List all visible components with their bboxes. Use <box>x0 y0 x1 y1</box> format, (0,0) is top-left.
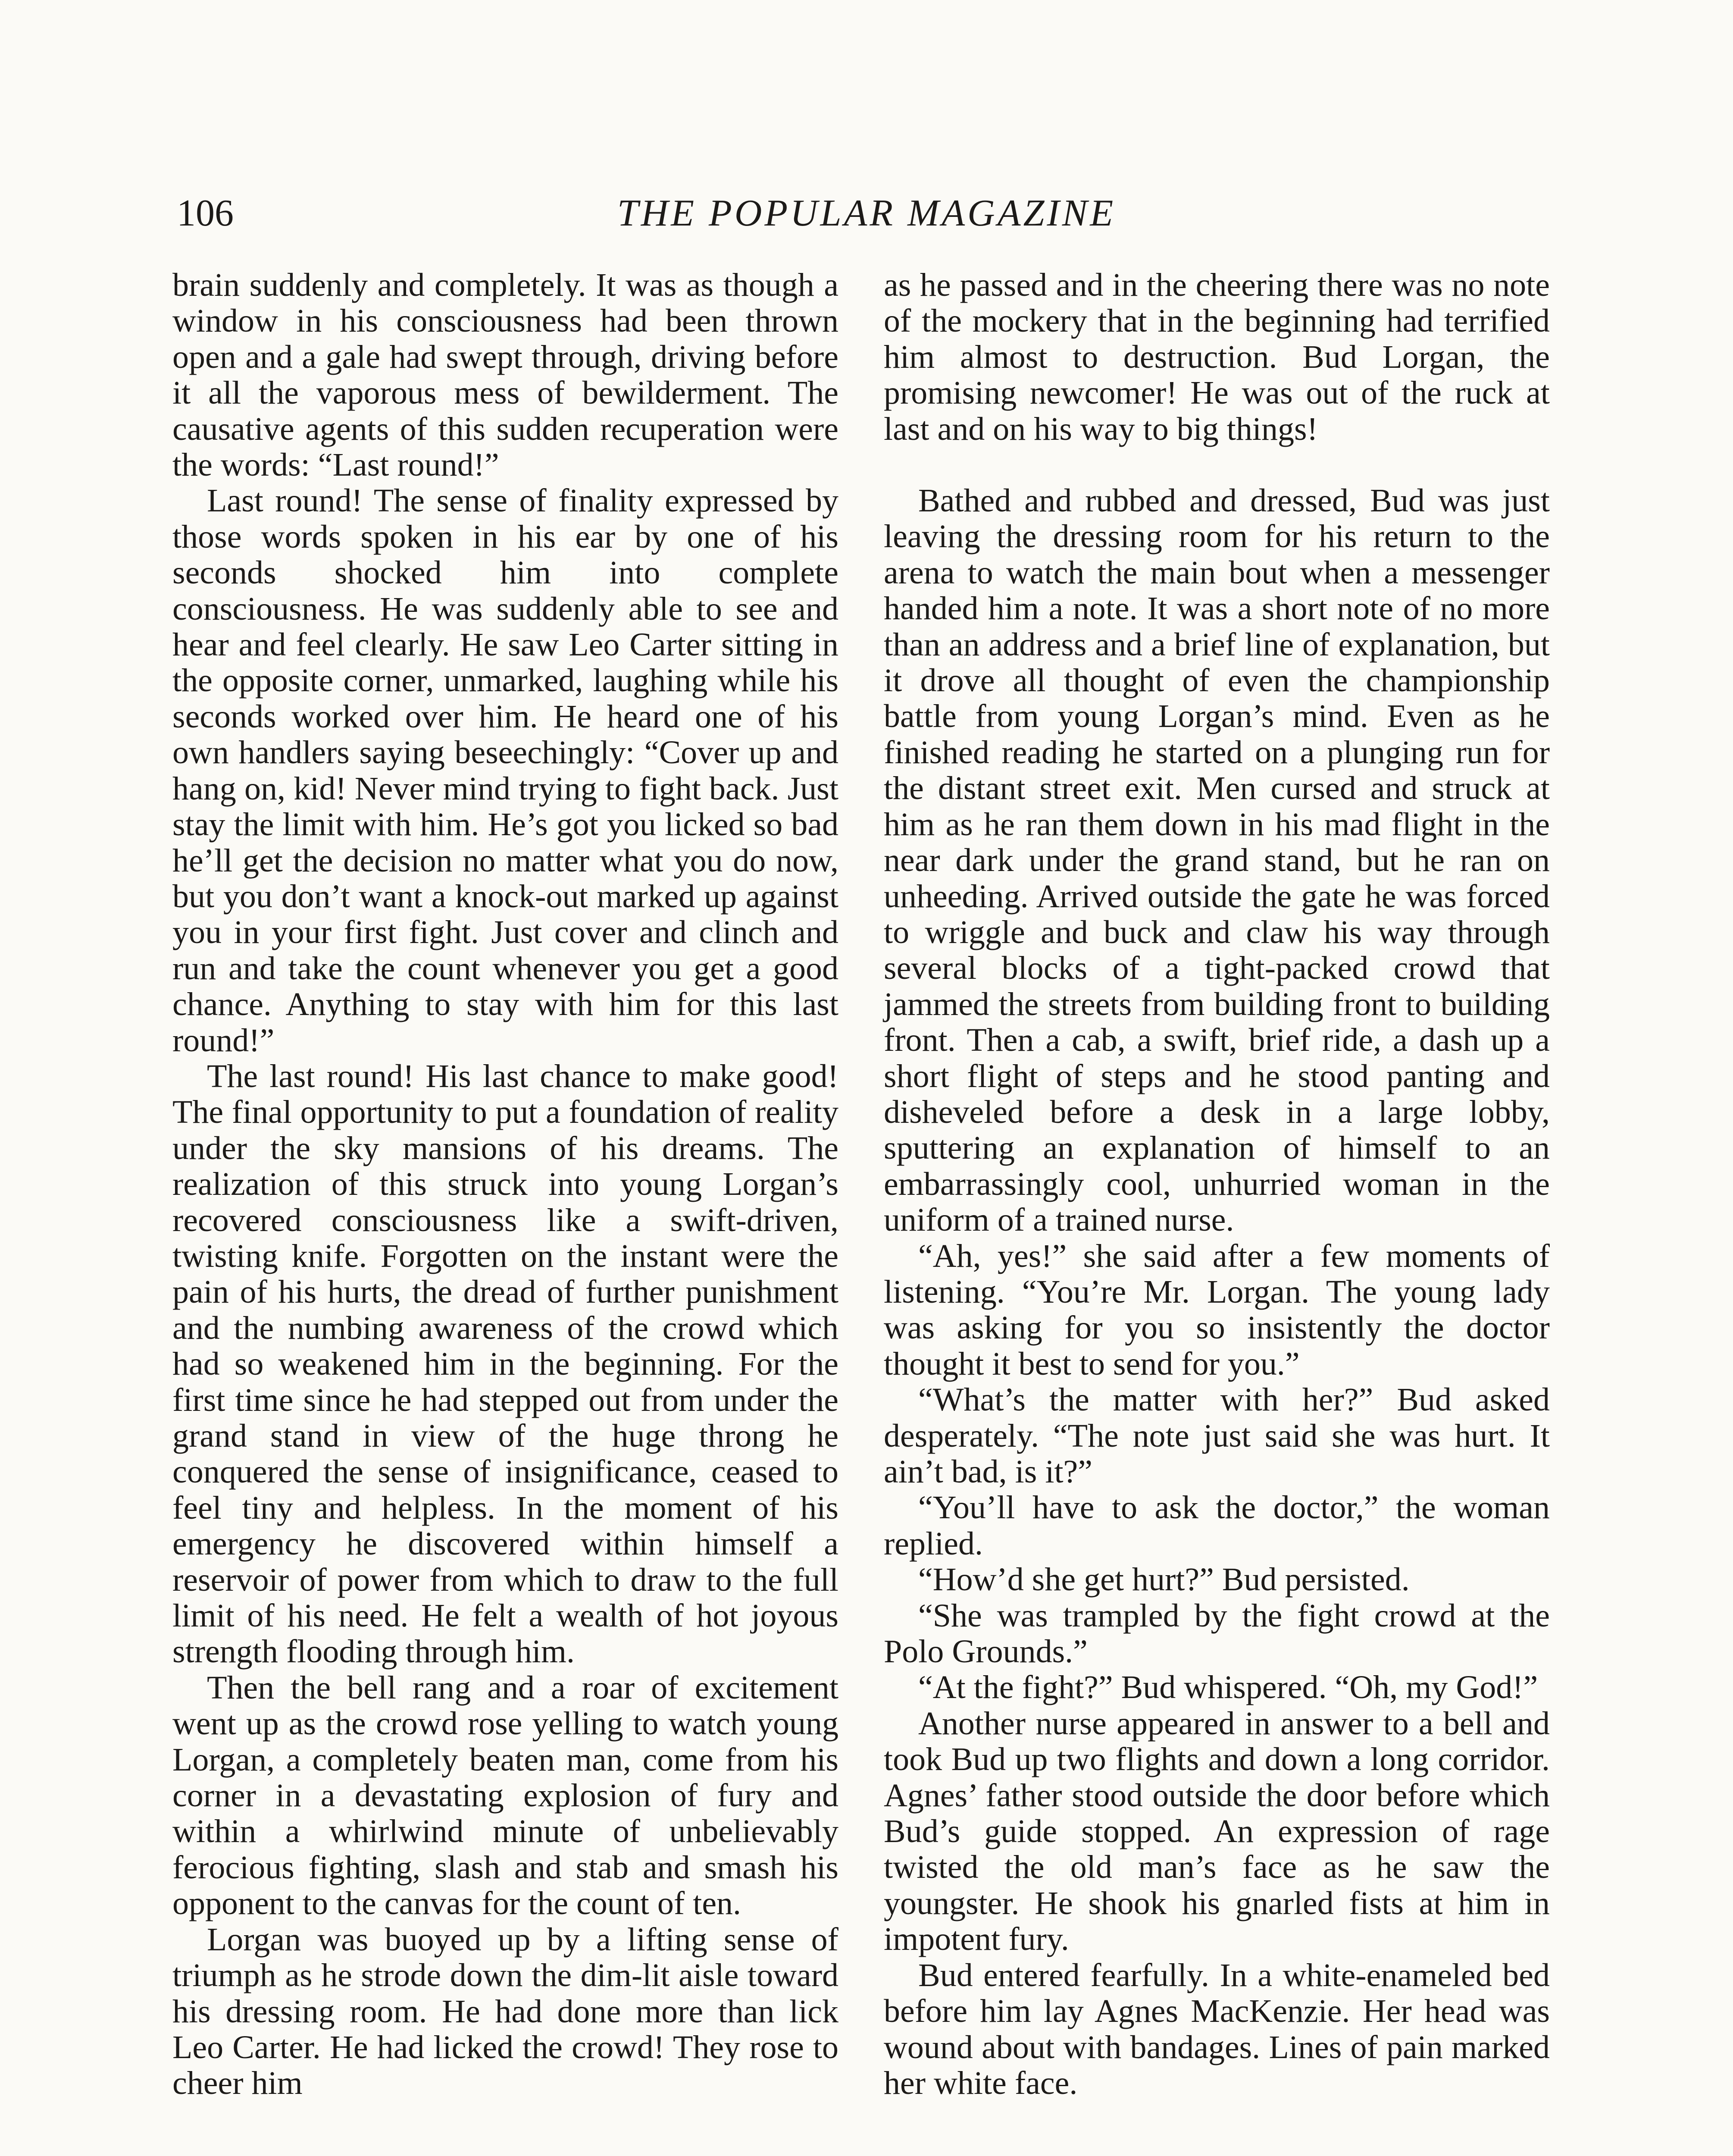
running-head: THE POPULAR MAGAZINE <box>617 192 1116 234</box>
paragraph: “How’d she get hurt?” Bud persisted. <box>918 1561 1410 1598</box>
left-column <box>172 267 838 2102</box>
paragraph: “She was trampled by the fight crowd at the Polo Grounds.” <box>884 1597 1550 1670</box>
paragraph: “You’ll have to ask the doctor,” the woman replied. <box>884 1489 1550 1562</box>
paragraph: “Ah, yes!” she said after a few moments of listening. “You’re Mr. Lorgan. The young lady was asking for you so insistently the doctor thought it best to send for you.” <box>884 1238 1550 1382</box>
paragraph: Bud entered fearfully. In a white-enameled bed before him lay Agnes MacKenzie. Her head was wound about with bandages. Lines of pain marked her white face. <box>884 1957 1550 2101</box>
paragraph: Then the bell rang and a roar of excitement went up as the crowd rose yelling to watch young Lorgan, a completely beaten man, come from his corner in a devastating explosion of fury and within a whirlwind minute of unbelievably ferocious fighting, slash and stab and smash his opponent to the canvas for the count of ten. <box>172 1669 838 1922</box>
page-number: 106 <box>177 192 234 234</box>
paragraph: Bathed and rubbed and dressed, Bud was just leaving the dressing room for his return to the arena to watch the main bout when a messenger handed him a note. It was a short note of no more than an address and a brief line of explanation, but it drove all thought of even the championship battle from young Lorgan’s mind. Even as he finished reading he started on a plunging run for the distant street exit. Men cursed and struck at him as he ran them down in his mad flight in the near dark under the grand stand, but he ran on unheeding. Arrived outside the gate he was forced to wriggle and buck and claw his way through several blocks of a tight-packed crowd that jammed the streets from building front to building front. Then a cab, a swift, brief ride, a dash up a short flight of steps and he stood panting and disheveled before a desk in a large lobby, sputtering an explanation of himself to an embarrassingly cool, unhurried woman in the uniform of a trained nurse. <box>884 483 1550 1238</box>
paragraph: Last round! The sense of finality expressed by those words spoken in his ear by one of his seconds shocked him into complete consciousness. He was suddenly able to see and hear and feel clearly. He saw Leo Carter sitting in the opposite corner, unmarked, laughing while his seconds worked over him. He heard one of his own handlers saying beseechingly: “Cover up and hang on, kid! Never mind trying to fight back. Just stay the limit with him. He’s got you licked so bad he’ll get the decision no matter what you do now, but you don’t want a knock-out marked up against you in your first fight. Just cover and clinch and run and take the count whenever you get a good chance. Anything to stay with him for this last round!” <box>172 483 838 1059</box>
paragraph: as he passed and in the cheering there was no note of the mockery that in the beginning had terrified him almost to destruction. Bud Lorgan, the promising newcomer! He was out of the ruck at last and on his way to big things! <box>884 267 1550 447</box>
paragraph: brain suddenly and completely. It was as though a window in his consciousness had been thrown open and a gale had swept through, driving before it all the vaporous mess of bewilderment. The causative agents of this sudden recuperation were the words: “Last round!” <box>172 267 838 483</box>
page-header <box>177 192 1556 244</box>
paragraph: Another nurse appeared in answer to a bell and took Bud up two flights and down a long corridor. Agnes’ father stood outside the door before which Bud’s guide stopped. An expression of rage twisted the old man’s face as he saw the youngster. He shook his gnarled fists at him in impotent fury. <box>884 1705 1550 1958</box>
paragraph: “At the fight?” Bud whispered. “Oh, my God!” <box>918 1669 1538 1706</box>
paragraph: “What’s the matter with her?” Bud asked desperately. “The note just said she was hurt. It ain’t bad, is it?” <box>884 1382 1550 1490</box>
paragraph: The last round! His last chance to make good! The final opportunity to put a foundation of reality under the sky mansions of his dreams. The realization of this struck into young Lorgan’s recovered consciousness like a swift-driven, twisting knife. Forgotten on the instant were the pain of his hurts, the dread of further punishment and the numbing awareness of the crowd which had so weakened him in the beginning. For the first time since he had stepped out from under the grand stand in view of the huge throng he conquered the sense of insignificance, ceased to feel tiny and helpless. In the moment of his emergency he discovered within himself a reservoir of power from which to draw to the full limit of his need. He felt a wealth of hot joyous strength flooding through him. <box>172 1058 838 1670</box>
right-column <box>884 267 1550 2101</box>
paragraph: Lorgan was buoyed up by a lifting sense of triumph as he strode down the dim-lit aisle toward his dressing room. He had done more than lick Leo Carter. He had licked the crowd! They rose to cheer him <box>172 1921 838 2102</box>
